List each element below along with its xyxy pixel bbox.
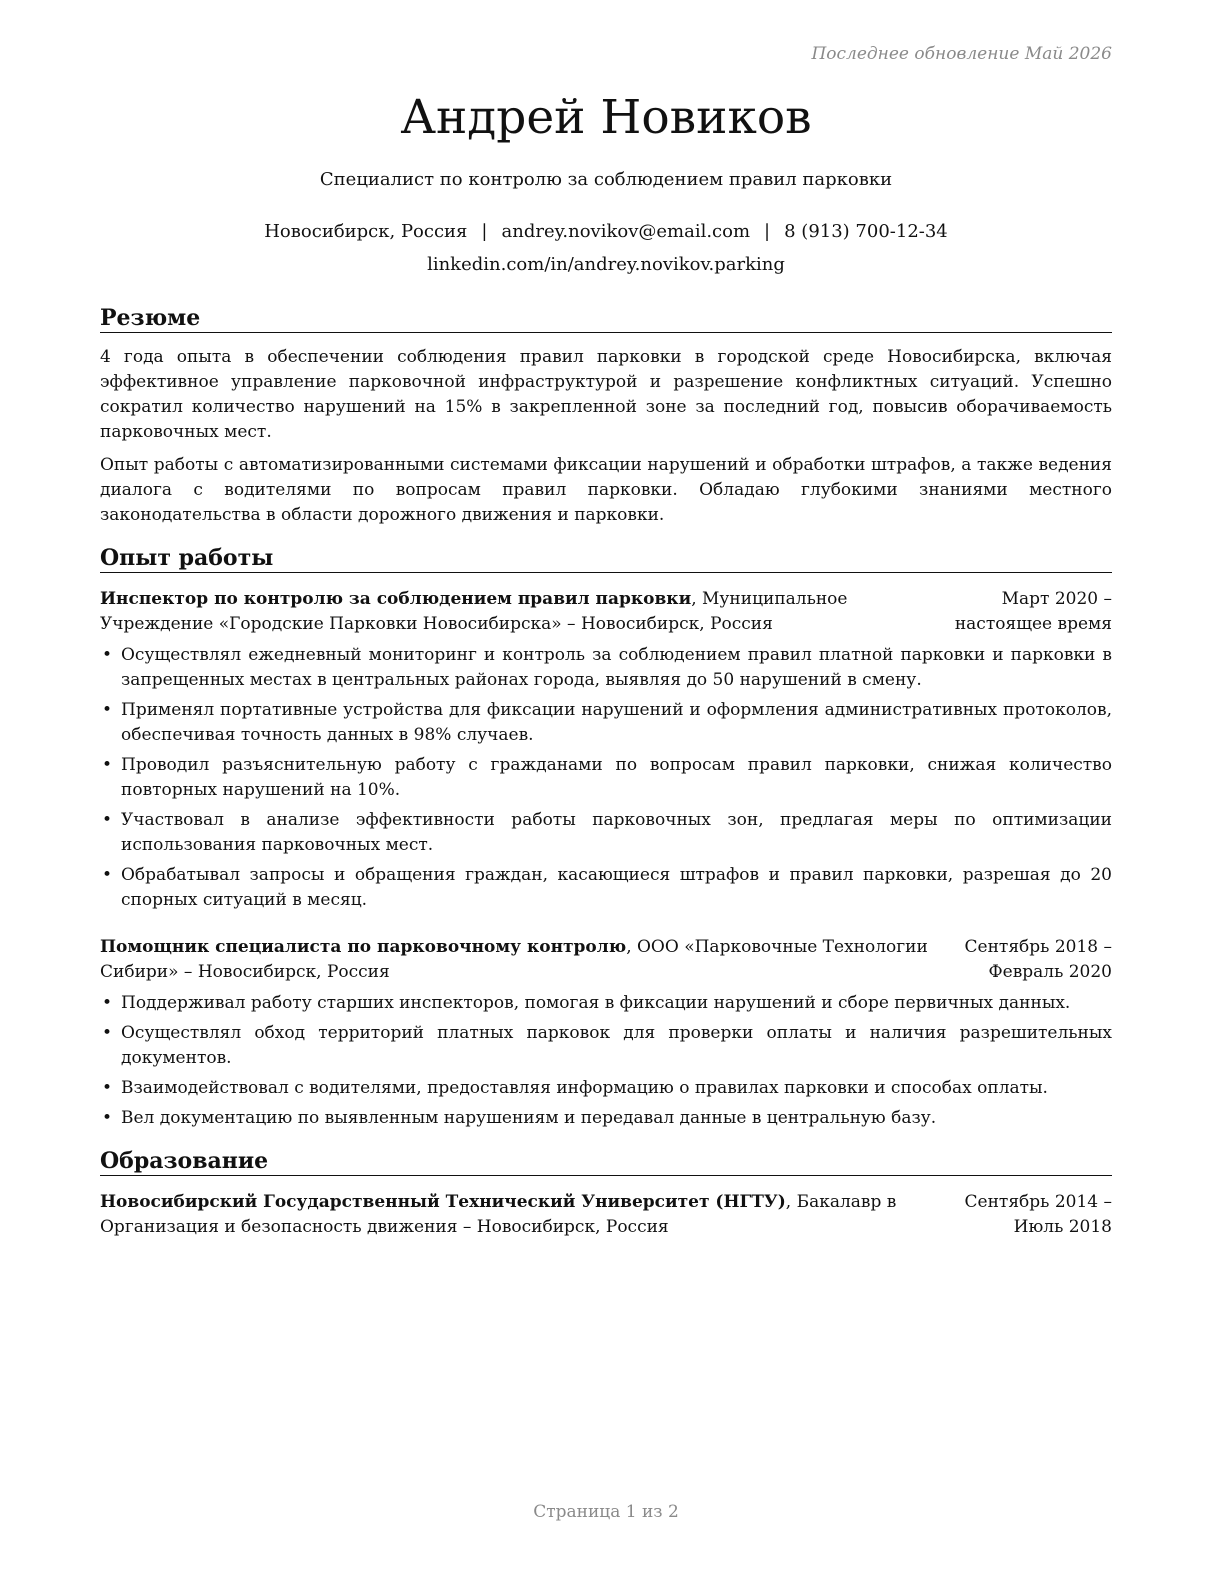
job-organization: , ООО «Парковочные Технологии Сибири» – Новосибирск, Россия — [100, 937, 928, 982]
section-title-education: Образование — [100, 1147, 1112, 1176]
list-item: • Проводил разъяснительную работу с гражданами по вопросам правил парковки, снижая количество повторных нарушений на 10%. — [100, 753, 1112, 803]
summary-paragraph: 4 года опыта в обеспечении соблюдения правил парковки в городской среде Новосибирска, включая эффективное управление парковочной инфраструктурой и разрешение конфликтных ситуаций. Успешно сократил количество нарушений на 15% в закрепленной зоне за последний год, повысив оборачиваемость парковочных мест. — [100, 347, 1112, 442]
list-item: • Осуществлял обход территорий платных парковок для проверки оплаты и наличия разрешительных документов. — [100, 1021, 1112, 1071]
email-link[interactable]: andrey.novikov@email.com — [501, 221, 751, 242]
job-organization: , Муниципальное Учреждение «Городские Парковки Новосибирска» – Новосибирск, Россия — [100, 589, 848, 634]
job-dates: Сентябрь 2018 – Февраль 2020 — [964, 937, 1112, 982]
job-entry — [100, 587, 1112, 913]
list-item: • Взаимодействовал с водителями, предоставляя информацию о правилах парковки и способах оплаты. — [100, 1076, 1112, 1101]
list-item: • Вел документацию по выявленным нарушениям и передавал данные в центральную базу. — [100, 1106, 1112, 1131]
list-item: • Участвовал в анализе эффективности работы парковочных зон, предлагая меры по оптимизации использования парковочных мест. — [100, 808, 1112, 858]
school-name: Новосибирский Государственный Технический Университет (НГТУ) — [100, 1192, 786, 1212]
phone: 8 (913) 700-12-34 — [784, 221, 948, 242]
job-header — [100, 935, 1112, 985]
contact-line — [100, 220, 1112, 244]
separator: | — [764, 221, 771, 242]
experience-section — [100, 544, 1112, 1131]
job-position: Инспектор по контролю за соблюдением правил парковки — [100, 589, 692, 609]
resume-content — [100, 304, 1112, 1240]
person-name: Андрей Новиков — [400, 90, 812, 145]
job-position: Помощник специалиста по парковочному контролю — [100, 937, 627, 957]
linkedin-link[interactable]: linkedin.com/in/andrey.novikov.parking — [427, 254, 785, 275]
page-number: Страница 1 из 2 — [533, 1502, 679, 1522]
job-title — [100, 935, 944, 985]
job-bullets — [100, 643, 1112, 913]
job-entry — [100, 935, 1112, 1131]
job-title — [100, 587, 926, 637]
job-dates: Март 2020 – настоящее время — [954, 589, 1112, 634]
list-item: • Поддерживал работу старших инспекторов, помогая в фиксации нарушений и сборе первичных данных. — [100, 991, 1112, 1016]
education-section — [100, 1147, 1112, 1240]
section-title-experience: Опыт работы — [100, 544, 1112, 573]
education-dates: Сентябрь 2014 – Июль 2018 — [964, 1192, 1112, 1237]
education-entry — [100, 1190, 1112, 1240]
job-header — [100, 587, 1112, 637]
last-updated: Последнее обновление Май 2026 — [811, 44, 1112, 64]
section-title-summary: Резюме — [100, 304, 1112, 333]
job-bullets — [100, 991, 1112, 1131]
separator: | — [481, 221, 488, 242]
list-item: • Обрабатывал запросы и обращения граждан, касающиеся штрафов и правил парковки, разрешая до 20 спорных ситуаций в месяц. — [100, 863, 1112, 913]
list-item: • Осуществлял ежедневный мониторинг и контроль за соблюдением правил платной парковки и парковки в запрещенных местах в центральных районах города, выявляя до 50 нарушений в смену. — [100, 643, 1112, 693]
education-title — [100, 1190, 964, 1240]
summary-section — [100, 304, 1112, 528]
resume-page — [100, 0, 1112, 1584]
degree: , Бакалавр в Организация и безопасность движения – Новосибирск, Россия — [100, 1192, 897, 1237]
job-subtitle: Специалист по контролю за соблюдением правил парковки — [319, 169, 893, 190]
education-header — [100, 1190, 1112, 1240]
summary-paragraph: Опыт работы с автоматизированными системами фиксации нарушений и обработки штрафов, а также ведения диалога с водителями по вопросам правил парковки. Обладаю глубокими знаниями местного законодательства в области дорожного движения и парковки. — [100, 455, 1112, 525]
location: Новосибирск, Россия — [264, 221, 468, 242]
list-item: • Применял портативные устройства для фиксации нарушений и оформления административных протоколов, обеспечивая точность данных в 98% случаев. — [100, 698, 1112, 748]
